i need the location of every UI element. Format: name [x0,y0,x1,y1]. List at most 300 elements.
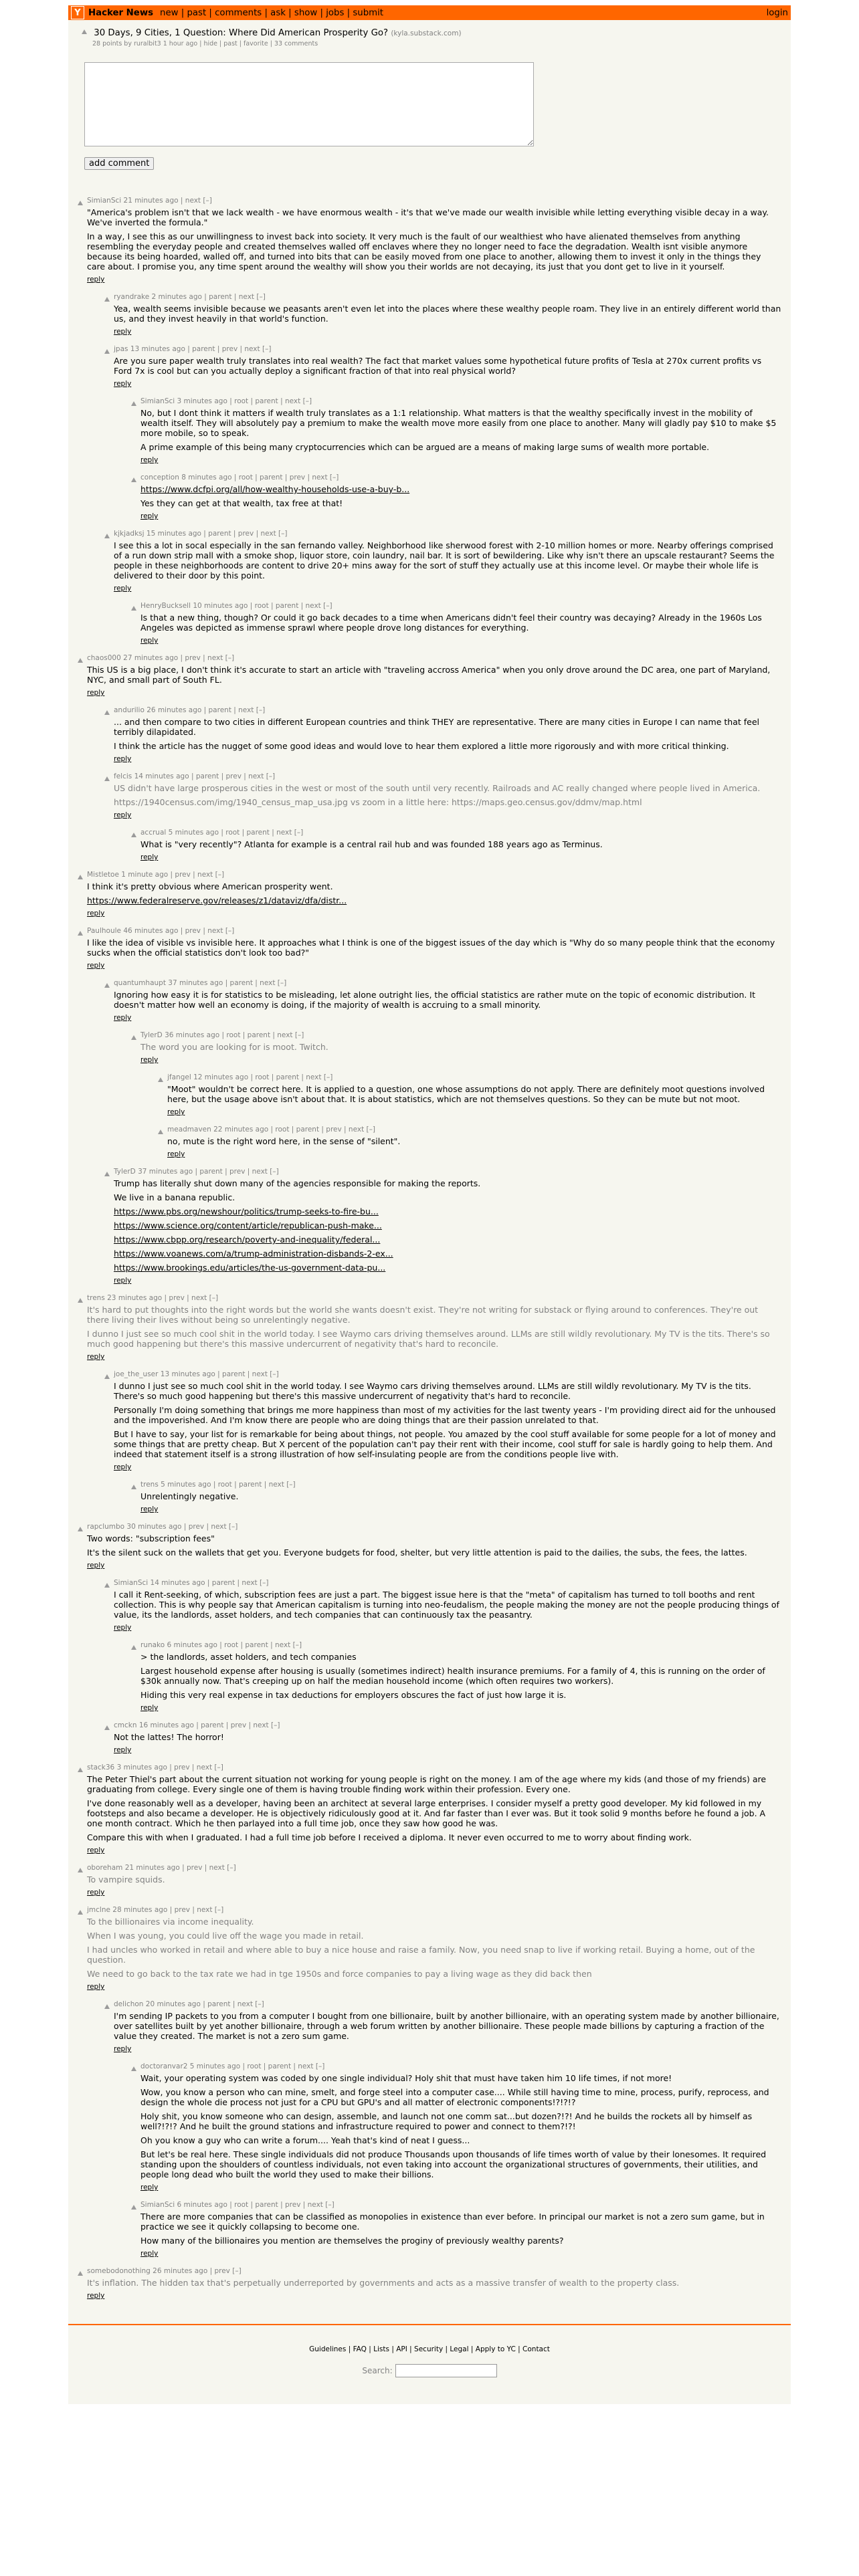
comment-body [87,1864,791,1897]
comment-body [140,397,791,464]
comment-paragraph: I think the article has the nugget of some good ideas and would love to hear them explored a little more rigorously and with more critical thinking. [114,741,729,751]
comment-link[interactable]: https://www.brookings.edu/articles/the-us-government-data-pu... [114,1263,386,1273]
comment-header[interactable]: oboreham 21 minutes ago | prev | next [–] [87,1864,236,1872]
comment-header[interactable]: doctoranvar2 5 minutes ago | root | parent | next [–] [140,2062,325,2070]
comment [104,1579,791,1632]
nav-link-jobs[interactable]: jobs [326,7,345,18]
upvote-icon[interactable] [131,477,136,482]
comment-text [140,1042,781,1052]
comment-text [140,2212,781,2246]
comment-header[interactable]: ryandrake 2 minutes ago | parent | next [–] [114,293,266,301]
comment-header[interactable]: quantumhaupt 37 minutes ago | parent | next [–] [114,979,287,987]
comment-text [114,2011,781,2041]
comment-header[interactable]: TylerD 36 minutes ago | root | parent | next [–] [140,1031,304,1039]
page-container [68,5,791,2404]
reply-link[interactable]: reply [140,512,159,520]
comment-paragraph: No, but I dont think it matters if wealth truly translates as a 1:1 relationship. What matters is that the wealthy specifically invest in the mobility of wealth itself. They will absolutely pay a premium to make the wealth move more easily from one place to another. Many will gladly pay $10 to make $5 more mobile, so to speak. [140,408,777,438]
comment [104,979,791,1022]
comment-form [68,47,791,170]
comment-paragraph: I dunno I just see so much cool shit in the world today. I see Waymo cars driving themselves around. LLMs are still wildly revolutionary. My TV is the tits. There's so much good happening but there's this massive undercurrent of negativity that's hard to reconcile. [114,1381,751,1401]
comment-text [87,207,781,272]
comment-body [140,1641,791,1712]
site-name-link[interactable]: Hacker News [88,7,154,18]
comment-vote-cell [104,1370,114,1471]
comment-paragraph: But I have to say, your list for is remarkable for being about things, not people. You amazed by the cool stuff available for some people for a lot of money and some things that are pretty cheap. But X percent of the population can't pay their rent with their income, cool stuff for sale is hardly going to help them. And indeed that statement itself is a strong illustration of how self-insulating people are from the conditions people live with. [114,1429,776,1459]
comment-vote-cell [78,2267,87,2300]
comment-link[interactable]: https://www.voanews.com/a/trump-administration-disbands-2-ex... [114,1249,393,1259]
comment-body [87,654,791,697]
reply-link[interactable]: reply [140,853,159,861]
comment-text [87,665,781,685]
comment-text [114,783,781,807]
comment-paragraph: Trump has literally shut down many of the agencies responsible for making the reports. [114,1178,481,1188]
comment-header[interactable]: Mistletoe 1 minute ago | prev | next [–] [87,871,225,879]
reply-link[interactable]: reply [114,1463,132,1471]
reply-link[interactable]: reply [140,456,159,464]
footer-links [68,2345,791,2353]
upvote-icon[interactable] [104,710,110,715]
comment-body [87,197,791,284]
comment-text [140,484,781,508]
comment-paragraph: ... and then compare to two cities in different European countries and think THEY are representative. There are many cities in Europe I can name that feel terribly dilapidated. [114,717,759,737]
comment-text [167,1136,781,1146]
comment-paragraph: Not the lattes! The horror! [114,1732,224,1742]
comment-header[interactable]: trens 5 minutes ago | root | parent | next [–] [140,1481,296,1489]
upvote-icon[interactable] [104,349,110,354]
comment-vote-cell [104,1168,114,1285]
upvote-icon[interactable] [78,1910,83,1915]
comment [104,293,791,336]
comment-header[interactable]: SimianSci 21 minutes ago | next [–] [87,197,212,205]
comment [78,1294,791,1361]
comment-text [87,1774,781,1842]
upvote-icon[interactable] [82,29,87,34]
comment [78,197,791,284]
search-input[interactable] [395,2364,497,2377]
reply-link[interactable]: reply [140,2250,159,2258]
hn-logo-icon[interactable]: Y [71,6,84,19]
comment-text [87,2278,781,2288]
comment-link[interactable]: https://www.science.org/content/article/republican-push-make... [114,1220,382,1230]
comment-text [167,1084,781,1104]
comment-paragraph: The Peter Thiel's part about the current situation not working for young people is right on the money. I am of the age where my kids (and those of my friends) are graduating from college. Every single one of them is having trouble finding work within their profession. Every one. [87,1774,767,1794]
comment-paragraph: A prime example of this being many cryptocurrencies which can be argued are a means of making large sums of wealth more portable. [140,442,710,452]
reply-link[interactable]: reply [114,1014,132,1022]
reply-link[interactable]: reply [87,1846,105,1854]
comment-vote-cell [158,1125,167,1158]
upvote-icon[interactable] [78,1298,83,1303]
comment-header[interactable]: HenryBucksell 10 minutes ago | root | parent | next [–] [140,602,332,610]
comment-header[interactable]: SimianSci 6 minutes ago | root | parent | prev | next [–] [140,2201,335,2209]
comment-textarea[interactable] [84,62,534,146]
comment-text [140,1652,781,1700]
comment [104,772,791,819]
comment-vote-cell [131,602,140,645]
reply-link[interactable]: reply [114,1624,132,1632]
comment-body [114,293,791,336]
comment-paragraph: Personally I'm doing something that brings me more happiness than most of my activities for the last twenty years - I'm providing direct aid for the unhoused and the impoverished. And I'm know there are people who are doing things that are their passion unrelated to that. [114,1405,776,1425]
comment-paragraph: We need to go back to the tax rate we had in tge 1950s and force companies to pay a living wage as they did back then [87,1969,592,1979]
reply-link[interactable]: reply [114,811,132,819]
comment-paragraph: Yes they can get at that wealth, tax free at that! [140,498,343,508]
comment [78,871,791,918]
comment-body [140,829,791,861]
comment-paragraph: no, mute is the right word here, in the sense of "silent". [167,1136,401,1146]
comment-paragraph: > the landlords, asset holders, and tech companies [140,1652,357,1662]
nav-separator: | [317,7,326,18]
comment-text [114,304,781,324]
comment-paragraph: Compare this with when I graduated. I had a full time job before I received a diploma. It never even occurred to me to worry about finding work. [87,1832,692,1842]
comment-header[interactable]: felcis 14 minutes ago | parent | prev | next [–] [114,772,276,780]
reply-link[interactable]: reply [87,1562,105,1570]
comment-text [140,613,781,633]
comment-body [114,2000,791,2053]
upvote-icon[interactable] [78,658,83,663]
reply-link[interactable]: reply [140,637,159,645]
comment-body [87,2267,791,2300]
comment-paragraph: It's the silent suck on the wallets that get you. Everyone budgets for food, shelter, but very little attention is paid to the dailies, the subs, the fees, the lattes. [87,1547,747,1558]
upvote-icon[interactable] [78,875,83,879]
comment-paragraph: "Moot" wouldn't be correct here. It is applied to a question, one whose assumptions do not apply. There are definitely moot questions involved here, but the usage above isn't about that. It is about statistics, which are not themselves questions. So they can be mute but not moot. [167,1084,765,1104]
comment-body [114,1370,791,1471]
comment [158,1125,791,1158]
comment-header[interactable]: Paulhoule 46 minutes ago | prev | next [–] [87,927,235,935]
comment-header[interactable]: kjkjadksj 15 minutes ago | parent | prev | next [–] [114,530,288,538]
comment-paragraph: Yea, wealth seems invisible because we peasants aren't even let into the places where these wealthy people roam. They live in an entirely different world than us, and they invest heavily in that world's function. [114,304,781,324]
upvote-icon[interactable] [131,1645,136,1650]
comment-header[interactable]: TylerD 37 minutes ago | parent | prev | next [–] [114,1168,279,1176]
add-comment-button[interactable]: add comment [84,157,154,170]
comment-header[interactable]: somebodonothing 26 minutes ago | prev [–] [87,2267,242,2275]
reply-link[interactable]: reply [114,1277,132,1285]
comment-paragraph: Oh you know a guy who can write a forum.... Yeah that's kind of neat I guess... [140,2135,470,2145]
nav-link-new[interactable]: new [160,7,179,18]
upvote-icon[interactable] [131,2205,136,2210]
reply-link[interactable]: reply [87,1983,105,1991]
comment-text [87,881,781,905]
comment-header[interactable]: accrual 5 minutes ago | root | parent | next [–] [140,829,304,837]
comment-vote-cell [104,1721,114,1754]
footer-separator: | [468,2345,476,2353]
nav-separator: | [285,7,294,18]
comment-paragraph: I think it's pretty obvious where American prosperity went. [87,881,333,891]
comment [131,1481,791,1513]
reply-link[interactable]: reply [87,909,105,918]
footer-separator: | [407,2345,415,2353]
comment-vote-cell [78,1906,87,1991]
comment-text [114,1590,781,1620]
reply-link[interactable]: reply [140,1056,159,1064]
upvote-icon[interactable] [131,833,136,837]
comment [131,2062,791,2191]
reply-link[interactable]: reply [167,1150,185,1158]
comment-paragraph: Wait, your operating system was coded by one single individual? Holy shit that must have taken him 10 life times, if not more! [140,2073,672,2083]
top-nav [160,8,383,18]
nav-separator: | [206,7,215,18]
comment-header[interactable]: trens 23 minutes ago | prev | next [–] [87,1294,219,1302]
comment-paragraph: Hiding this very real expense in tax deductions for employers obscures the fact of just how large it is. [140,1690,567,1700]
reply-link[interactable]: reply [87,2292,105,2300]
upvote-icon[interactable] [104,297,110,302]
comment [78,2267,791,2300]
comment-vote-cell [104,1579,114,1632]
comment-vote-cell [78,197,87,284]
comment-text [114,717,781,751]
footer-link[interactable]: Legal [450,2345,469,2353]
comment-body [140,602,791,645]
comment-text [87,938,781,958]
comment-vote-cell [131,473,140,520]
comment-paragraph: How many of the billionaires you mention are themselves the proginy of previously wealthy parents? [140,2236,564,2246]
comment [104,1721,791,1754]
nav-link-ask[interactable]: ask [270,7,286,18]
comment-paragraph: I've done reasonably well as a developer, having been an architect at several large enterprises. I consider myself a pretty good developer. My kid followed in my footsteps and also became a developer. He is objectively ridiculously good at it. And far faster than I ever was. But it took solid 9 months before he found a job. A one month contract. Which he then parlayed into a full time job, once they saw how good he was. [87,1798,766,1828]
comment-paragraph: We live in a banana republic. [114,1192,235,1202]
comment [131,1641,791,1712]
story-header [68,20,791,47]
comment-body [114,345,791,388]
upvote-icon[interactable] [104,2004,110,2009]
comment-header[interactable]: conception 8 minutes ago | root | parent | prev | next [–] [140,473,339,481]
comment-vote-cell [104,530,114,593]
footer-link[interactable]: Contact [522,2345,550,2353]
comment-vote-cell [78,1763,87,1854]
comment-paragraph: Two words: "subscription fees" [87,1533,215,1543]
comment-paragraph: But let's be real here. These single individuals did not produce Thousands upon thousands of life times worth of value by their lonesomes. It required standing upon the shoulders of countless individuals, not even taking into account the organizational structures of governments, their utilities, and people long dead who built the world they used to make their billions. [140,2149,767,2179]
comment [78,1864,791,1897]
upvote-icon[interactable] [104,1583,110,1588]
comment-vote-cell [131,397,140,464]
comment-header[interactable]: jfangel 12 minutes ago | root | parent | next [–] [167,1073,333,1081]
login-link[interactable]: login [766,7,788,18]
comment [78,1523,791,1570]
reply-link[interactable]: reply [87,962,105,970]
reply-link[interactable]: reply [114,1746,132,1754]
upvote-icon[interactable] [78,2271,83,2276]
comment-paragraph: What is "very recently"? Atlanta for example is a central rail hub and was founded 188 years ago as Terminus. [140,839,603,849]
reply-link[interactable]: reply [114,2045,132,2053]
comment [104,530,791,593]
comment-text [114,1178,781,1273]
comment-header[interactable]: joe_the_user 13 minutes ago | parent | next [–] [114,1370,279,1378]
comment-header[interactable]: jmclne 28 minutes ago | prev | next [–] [87,1906,224,1914]
comment-header[interactable]: chaos000 27 minutes ago | prev | next [–] [87,654,235,662]
upvote-icon[interactable] [104,1725,110,1730]
comment-text [114,540,781,580]
footer-link[interactable]: Security [414,2345,444,2353]
comment-body [87,927,791,970]
comment-text [114,1732,781,1742]
comment-tree [68,170,791,2300]
comment-vote-cell [131,1641,140,1712]
comment-text [114,990,781,1010]
footer-separator: | [366,2345,374,2353]
comment-paragraph: Largest household expense after housing is usually (sometimes indirect) health insurance premiums. For a family of 4, this is running on the order of $30k annually now. That's creeping up on half the median household income (which often requires two workers). [140,1666,765,1686]
comment-link[interactable]: https://www.cbpp.org/research/poverty-and-inequality/federal... [114,1235,381,1245]
reply-link[interactable]: reply [114,755,132,763]
footer-separator: | [443,2345,450,2353]
story-meta: 28 points by ruralbit3 1 hour ago | hide | past | favorite | 33 comments [92,40,318,47]
comment-body [114,706,791,763]
comment [104,2000,791,2053]
comment-body [87,1523,791,1570]
search-row [68,2364,791,2377]
comment [104,706,791,763]
comment-paragraph: In a way, I see this as our unwillingness to invest back into society. It very much is the fault of our wealthiest who have alienated themselves from anything resembling the everyday people and created themselves walled off enclaves where they no longer need to face the degradation. Wealth isnt visible anymore because its being hoarded, walled off, and turned into bits that can be easily moved from one place to another, allowing them to invest it only in the things they care about. I promise you, any time spent around the wealthy will show you their worlds are not decaying, its just that you dont get to live in it yourself. [87,231,761,272]
comment-paragraph: Is that a new thing, though? Or could it go back decades to a time when Americans didn't feel their country was decaying? Already in the 1960s Los Angeles was depicted as immense sprawl where people drove long distances for everything. [140,613,762,633]
upvote-icon[interactable] [131,401,136,406]
comment-header[interactable]: stack36 3 minutes ago | prev | next [–] [87,1763,223,1772]
comment-paragraph: When I was young, you could live off the wage you made in retail. [87,1931,364,1941]
comment-header[interactable]: rapclumbo 30 minutes ago | prev | next [–] [87,1523,238,1531]
comment-paragraph: Wow, you know a person who can mine, smelt, and forge steel into a computer case.... While still having time to mine, process, purify, reprocess, and design the whole die process not just for a CPU but GPU's and all matter of electronic components!?!?!? [140,2087,769,2107]
upvote-icon[interactable] [78,201,83,205]
footer-separator: | [346,2345,353,2353]
reply-link[interactable]: reply [114,380,132,388]
footer-link[interactable]: Guidelines [309,2345,347,2353]
comment [158,1073,791,1116]
comment-vote-cell [104,772,114,819]
comment-text [140,839,781,849]
reply-link[interactable]: reply [87,689,105,697]
footer-link[interactable]: API [396,2345,407,2353]
comment [78,654,791,697]
comment-header[interactable]: SimianSci 14 minutes ago | parent | next [–] [114,1579,269,1587]
upvote-icon[interactable] [158,1130,163,1134]
comment-vote-cell [131,2201,140,2258]
comment-body [87,1763,791,1854]
comment [78,927,791,970]
comment-vote-cell [78,1294,87,1361]
nav-link-past[interactable]: past [187,7,207,18]
comment-body [140,1031,791,1064]
comment-header[interactable]: andurilio 26 minutes ago | parent | next [–] [114,706,266,714]
comment-header[interactable]: cmckn 16 minutes ago | parent | prev | next [–] [114,1721,280,1729]
upvote-icon[interactable] [104,983,110,988]
reply-link[interactable]: reply [140,2183,159,2191]
comment-body [114,772,791,819]
comment-paragraph: The word you are looking for is moot. Twitch. [140,1042,328,1052]
comment-body [87,1294,791,1361]
upvote-icon[interactable] [104,776,110,781]
comment [78,1906,791,1991]
comment-paragraph: It's inflation. The hidden tax that's perpetually underreported by governments and acts as a massive transfer of wealth to the property class. [87,2278,680,2288]
reply-link[interactable]: reply [167,1108,185,1116]
comment-text [140,2073,781,2179]
story-title-link[interactable]: 30 Days, 9 Cities, 1 Question: Where Did American Prosperity Go? [94,28,389,38]
top-bar [68,5,791,20]
comment-paragraph: "America's problem isn't that we lack wealth - we have enormous wealth - it's that we've made our wealth invisible while letting everything visible decay in a way. We've inverted the formula." [87,207,769,227]
comment [131,829,791,861]
comment-header[interactable]: meadmaven 22 minutes ago | root | parent | prev | next [–] [167,1125,375,1134]
reply-link[interactable]: reply [87,276,105,284]
upvote-icon[interactable] [131,1035,136,1040]
comment [131,397,791,464]
upvote-icon[interactable] [78,1527,83,1531]
comment [78,1763,791,1854]
comment-body [114,530,791,593]
comment [131,2201,791,2258]
comment-vote-cell [78,1864,87,1897]
upvote-icon[interactable] [131,606,136,611]
nav-link-submit[interactable]: submit [353,7,383,18]
comment-paragraph: I like the idea of visible vs invisible here. It approaches what I think is one of the biggest issues of the day which is "Why do so many people think that the economy sucks when the official statistics don't look too bad?" [87,938,775,958]
comment-link[interactable]: https://www.federalreserve.gov/releases/z1/dataviz/dfa/distr... [87,895,347,905]
comment-body [114,1579,791,1632]
comment-header[interactable]: jpas 13 minutes ago | parent | prev | next [–] [114,345,272,353]
comment-paragraph: I see this a lot in socal especially in the san fernando valley. Neighborhood like sherwood forest with 2-10 million homes or more. Nearby offerings comprised of a run down strip mall with a smoke shop, liquor store, coin laundry, nail bar. It is sort of bewildering. Like why isn't there an upscale restaurant? Seems the people in these neighborhoods are content to drive 20+ mins away for the sort of stuff they actually use at this income level. Or maybe their whole life is delivered to their door by this point. [114,540,775,580]
upvote-icon[interactable] [158,1077,163,1082]
footer-link[interactable]: FAQ [353,2345,367,2353]
upvote-icon[interactable] [104,534,110,538]
upvote-icon[interactable] [78,1767,83,1772]
upvote-icon[interactable] [78,931,83,936]
reply-link[interactable]: reply [87,1889,105,1897]
story-site[interactable]: (kyla.substack.com) [391,29,462,37]
comment-link[interactable]: https://www.dcfpi.org/all/how-wealthy-households-use-a-buy-b... [140,484,410,494]
footer-link[interactable]: Apply to YC [475,2345,516,2353]
comment-paragraph: Are you sure paper wealth truly translates into real wealth? The fact that market values some hypothetical future profits of Tesla at 270x current profits vs Ford 7x is cool but can you actually deploy a significant fraction of that into real physical world? [114,356,762,376]
comment-paragraph: To the billionaires via income inequality. [87,1917,254,1927]
comment-vote-cell [131,2062,140,2191]
story-title-row [82,28,791,38]
comment-text [87,1874,781,1885]
comment-body [140,2201,791,2258]
comment-paragraph: There are more companies that can be classified as monopolies in existence than ever before. In principal our market is not a zero sum game, but in practice we see it quickly collapsing to become one. [140,2212,765,2232]
comment-paragraph: Unrelentingly negative. [140,1491,239,1501]
comment-paragraph: Holy shit, you know someone who can design, assemble, and launch not one comm sat...but dozen?!?! And he builds the rockets all by himself as well?!?!? And he built the ground stations and infrastructure required to power and connect to them?!?! [140,2111,753,2131]
comment-vote-cell [104,2000,114,2053]
reply-link[interactable]: reply [114,328,132,336]
upvote-icon[interactable] [104,1374,110,1379]
upvote-icon[interactable] [78,1868,83,1872]
nav-separator: | [178,7,187,18]
comment-header[interactable]: runako 6 minutes ago | root | parent | next [–] [140,1641,302,1649]
comment-text [140,1491,781,1501]
comment-vote-cell [104,293,114,336]
comment-vote-cell [131,829,140,861]
upvote-icon[interactable] [131,2066,136,2071]
upvote-icon[interactable] [104,1172,110,1176]
comment-paragraph: Ignoring how easy it is for statistics to be misleading, let alone outright lies, the official statistics are rather mute on the topic of economic distribution. It doesn't matter how well an economy is doing, if the majority of wealth is accruing to a small minority. [114,990,755,1010]
comment-paragraph: I call it Rent-seeking, of which, subscription fees are just a part. The biggest issue here is that the "meta" of capitalism has turned to toll booths and rent collection. This is why people say that American capitalism is turning into neo-feudalism, the people making the money are not the people producing things of value, its the landlords, asset holders, and tech companies that can continuously tax the peasantry. [114,1590,779,1620]
reply-link[interactable]: reply [114,584,132,593]
reply-link[interactable]: reply [87,1353,105,1361]
upvote-icon[interactable] [131,1485,136,1489]
nav-separator: | [262,7,271,18]
reply-link[interactable]: reply [140,1505,159,1513]
nav-link-comments[interactable]: comments [215,7,262,18]
comment-paragraph: I'm sending IP packets to you from a computer I bought from one billionaire, built by another billionaire, with an operating system made by another billionaire, over satellites built by yet another billionaire, through a web forum written by another billionaire. These people made billions by capturing a fraction of the value they created. The market is not a zero sum game. [114,2011,779,2041]
comment-vote-cell [78,1523,87,1570]
comment-vote-cell [78,871,87,918]
footer-link[interactable]: Lists [373,2345,389,2353]
search-label: Search: [362,2366,393,2375]
comment-header[interactable]: SimianSci 3 minutes ago | root | parent | next [–] [140,397,312,405]
comment-paragraph: It's hard to put thoughts into the right words but the world she wants doesn't exist. They're not writing for substack or flying around to conferences. They're out there living their lives without being so unrelentingly negative. [87,1305,759,1325]
comment-body [114,1721,791,1754]
comment-body [87,1906,791,1991]
comment-header[interactable]: delichon 20 minutes ago | parent | next [–] [114,2000,264,2008]
comment-body [114,979,791,1022]
footer [68,2324,791,2404]
comment [104,1370,791,1471]
nav-link-show[interactable]: show [294,7,318,18]
comment-body [167,1073,791,1116]
comment-vote-cell [104,979,114,1022]
reply-link[interactable]: reply [140,1704,159,1712]
comment-link[interactable]: https://www.pbs.org/newshour/politics/trump-seeks-to-fire-bu... [114,1206,379,1216]
